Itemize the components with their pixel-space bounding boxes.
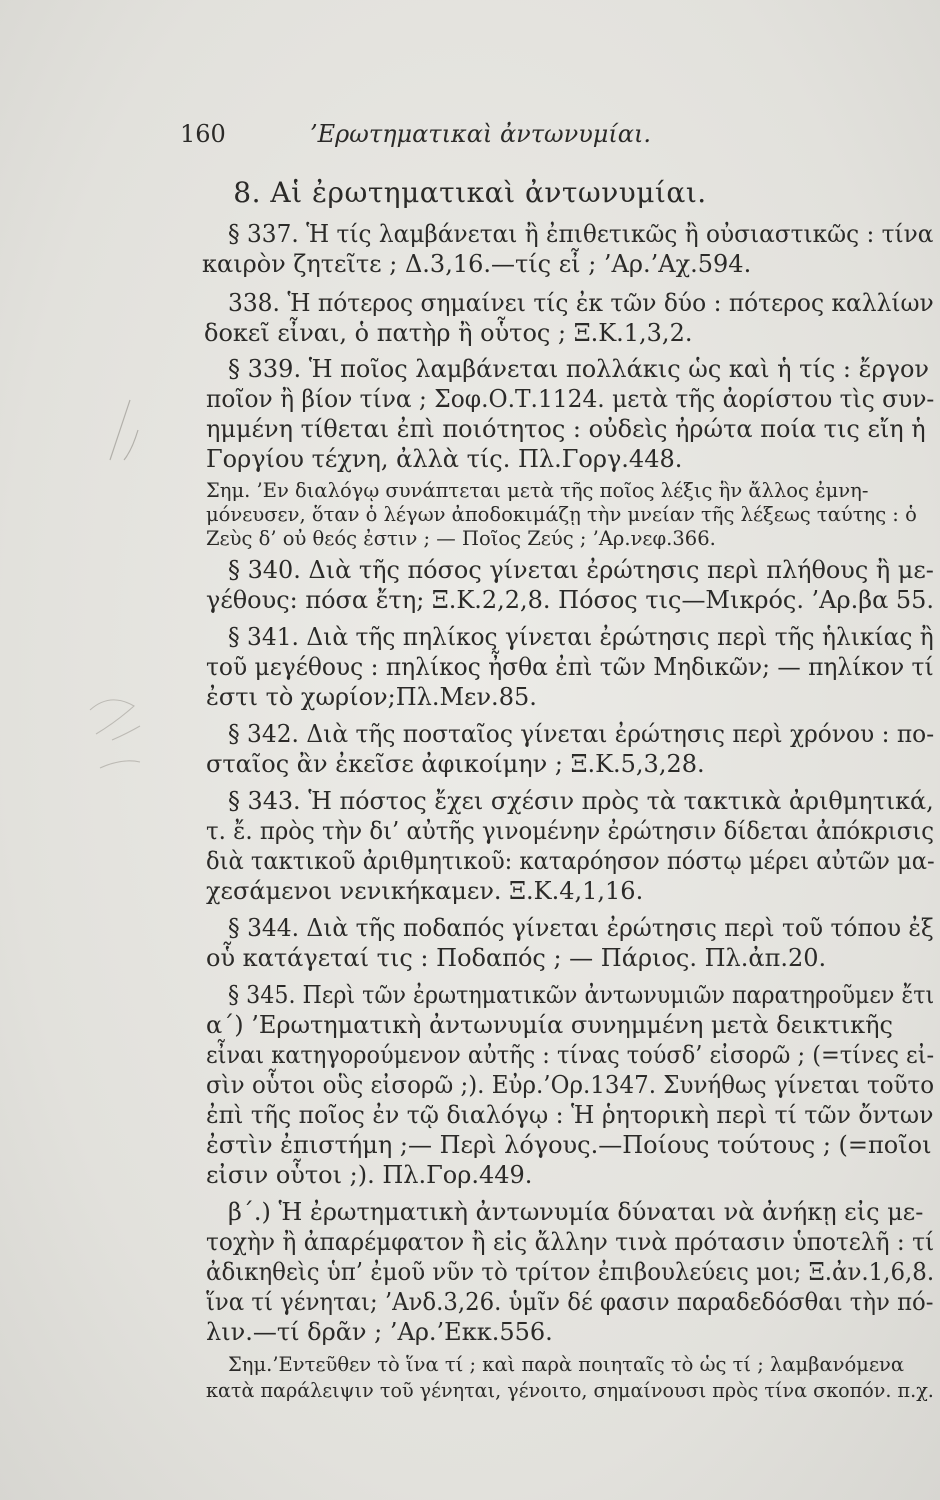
text-line: σὶν οὗτοι οὓς εἰσορῶ ;). Εὐρ.’Ορ.1347. Συνήθως γίνεται τοῦτο	[206, 1071, 935, 1099]
text-line: § 343. Ἡ πόστος ἔχει σχέσιν πρὸς τὰ τακτικὰ ἀριθμητικά,	[228, 787, 934, 815]
text-line: τοχὴν ἢ ἀπαρέμφατον ἢ εἰς ἄλλην τινὰ πρότασιν ὑποτελῆ : τί	[206, 1228, 935, 1256]
text-line: ἀδικηθεὶς ὑπ’ ἐμοῦ νῦν τὸ τρίτον ἐπιβουλεύεις μοι; Ξ.ἀν.1,6,8.	[206, 1258, 935, 1286]
text-line: § 340. Διὰ τῆς πόσος γίνεται ἐρώτησις περὶ πλήθους ἢ με-	[228, 556, 934, 584]
text-line: χεσάμενοι νενικήκαμεν. Ξ.Κ.4,1,16.	[206, 877, 644, 905]
text-line: ἐπὶ τῆς ποῖος ἐν τῷ διαλόγῳ : Ἡ ῥητορικὴ περὶ τί τῶν ὄντων	[206, 1101, 934, 1129]
note-line: μόνευσεν, ὅταν ὁ λέγων ἀποδοκιμάζῃ τὴν μνείαν τῆς λέξεως ταύτης : ὁ	[206, 503, 917, 526]
text-line: ημμένη τίθεται ἐπὶ ποιότητος : οὐδεὶς ἠρώτα ποία τις εἴη ἡ	[206, 415, 926, 443]
text-line: εἰσιν οὗτοι ;). Πλ.Γορ.449.	[206, 1161, 533, 1189]
note-line: Σημ. ’Εν διαλόγῳ συνάπτεται μετὰ τῆς ποῖος λέξις ἣν ἄλλος ἐμνη-	[206, 479, 869, 502]
text-line: σταῖος ἂν ἐκεῖσε ἀφικοίμην ; Ξ.Κ.5,3,28.	[206, 750, 705, 778]
page-header	[180, 120, 920, 154]
text-line: εἶναι κατηγορούμενον αὐτῆς : τίνας τούσδ’ εἰσορῶ ; (=τίνες εἰ-	[206, 1041, 935, 1069]
running-title: ’Ερωτηματικαὶ ἀντωνυμίαι.	[310, 120, 652, 148]
text-line: ποῖον ἢ βίον τίνα ; Σοφ.Ο.Τ.1124. μετὰ τῆς ἀορίστου τὶς συν-	[206, 385, 935, 413]
text-line: τ. ἔ. πρὸς τὴν δι’ αὐτῆς γινομένην ἐρώτησιν δίδεται ἀπόκρισις	[206, 817, 934, 845]
note-line: κατὰ παράλειψιν τοῦ γένηται, γένοιτο, σημαίνουσι πρὸς τίνα σκοπόν. π.χ.	[206, 1379, 934, 1402]
text-line: ἵνα τί γένηται; ’Ανδ.3,26. ὑμῖν δέ φασιν παραδεδόσθαι τὴν πό-	[206, 1288, 934, 1316]
text-line: οὗ κατάγεταί τις : Ποδαπός ; — Πάριος. Πλ.ἀπ.20.	[206, 944, 827, 972]
text-line: λιν.—τί δρᾶν ; ’Αρ.’Εκκ.556.	[206, 1318, 553, 1346]
text-line: δοκεῖ εἶναι, ὁ πατὴρ ἢ οὗτος ; Ξ.Κ.1,3,2.	[204, 319, 693, 347]
text-line: § 345. Περὶ τῶν ἐρωτηματικῶν ἀντωνυμιῶν παρατηροῦμεν ἔτι	[228, 981, 935, 1009]
text-line: Γοργίου τέχνη, ἀλλὰ τίς. Πλ.Γοργ.448.	[206, 445, 683, 473]
text-line: § 339. Ἡ ποῖος λαμβάνεται πολλάκις ὡς καὶ ἡ τίς : ἔργον	[228, 355, 930, 383]
text-line: § 342. Διὰ τῆς ποσταῖος γίνεται ἐρώτησις περὶ χρόνου : πο-	[228, 720, 935, 748]
text-line: τοῦ μεγέθους : πηλίκος ἦσθα ἐπὶ τῶν Μηδικῶν; — πηλίκον τί	[206, 653, 934, 681]
text-line: καιρὸν ζητεῖτε ; Δ.3,16.—τίς εἶ ; ’Αρ.’Αχ.594.	[202, 250, 752, 278]
note-line: Ζεὺς δ’ οὐ θεός ἐστιν ; — Ποῖος Ζεύς ; ’Αρ.νεφ.366.	[206, 527, 716, 550]
text-line: 338. Ἡ πότερος σημαίνει τίς ἐκ τῶν δύο : πότερος καλλίων	[228, 289, 934, 317]
text-line: § 341. Διὰ τῆς πηλίκος γίνεται ἐρώτησις περὶ τῆς ἡλικίας ἢ	[228, 623, 934, 651]
text-line: § 337. Ἡ τίς λαμβάνεται ἢ ἐπιθετικῶς ἢ οὐσιαστικῶς : τίνα	[228, 220, 934, 248]
text-line: β΄.) Ἡ ἐρωτηματικὴ ἀντωνυμία δύναται νὰ ἀνήκῃ εἰς με-	[228, 1198, 924, 1226]
text-line: διὰ τακτικοῦ ἀριθμητικοῦ: καταρόησον πόστῳ μέρει αὐτῶν μα-	[206, 847, 935, 875]
text-line: § 344. Διὰ τῆς ποδαπός γίνεται ἐρώτησις περὶ τοῦ τόπου ἐξ	[228, 914, 934, 942]
section-title: 8. Αἱ ἐρωτηματικαὶ ἀντωνυμίαι.	[233, 176, 707, 209]
note-line: Σημ.’Εντεῦθεν τὸ ἵνα τί ; καὶ παρὰ ποιηταῖς τὸ ὡς τί ; λαμβανόμενα	[228, 1353, 905, 1376]
text-line: ἐστὶν ἐπιστήμη ;— Περὶ λόγους.—Ποίους τούτους ; (=ποῖοι	[206, 1131, 932, 1159]
text-line: γέθους: πόσα ἔτη; Ξ.Κ.2,2,8. Πόσος τις—Μικρός. ’Αρ.βα 55.	[206, 586, 935, 614]
text-line: ἐστι τὸ χωρίον;Πλ.Μεν.85.	[206, 683, 537, 711]
margin-pencil-marks	[60, 380, 180, 880]
text-line: α΄) ’Ερωτηματικὴ ἀντωνυμία συνημμένη μετὰ δεικτικῆς	[206, 1011, 893, 1039]
page-number: 160	[180, 120, 226, 148]
